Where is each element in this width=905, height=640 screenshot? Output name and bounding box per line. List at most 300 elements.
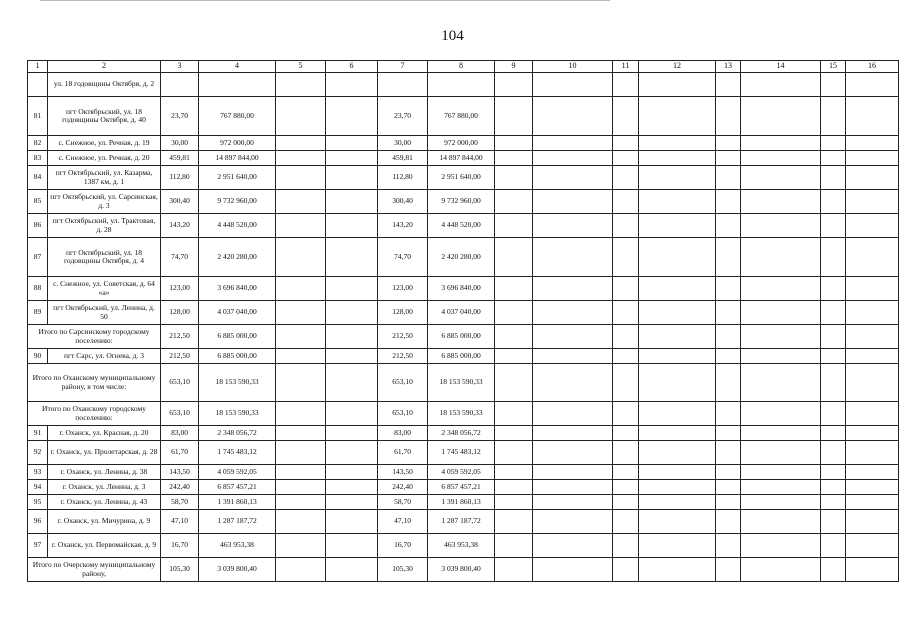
empty-cell [821,325,846,349]
empty-cell [846,364,899,402]
empty-cell [533,277,613,301]
empty-cell [613,364,639,402]
cost-cell: 463 953,38 [428,534,495,558]
address-cell: г. Оханск, ул. Ленина, д. 3 [48,480,161,495]
empty-cell [495,136,533,151]
empty-cell [613,426,639,441]
cost-cell: 6 857 457,21 [199,480,276,495]
empty-cell [326,97,378,136]
empty-cell [821,166,846,190]
empty-cell [821,441,846,465]
empty-cell [613,495,639,510]
empty-cell [846,495,899,510]
empty-cell [276,402,326,426]
table-row [28,238,899,277]
empty-cell [639,238,716,277]
empty-cell [846,301,899,325]
empty-cell [846,166,899,190]
empty-cell [276,349,326,364]
empty-cell [821,97,846,136]
cost-cell: 1 287 187,72 [199,510,276,534]
cost-cell: 18 153 590,33 [199,364,276,402]
empty-cell [846,136,899,151]
column-header-6: 6 [326,61,378,73]
column-header-16: 16 [846,61,899,73]
address-cell: пгт Октябрьский, ул. Ленина, д. 50 [48,301,161,325]
empty-cell [639,534,716,558]
cost-cell: 1 391 860,13 [199,495,276,510]
area-cell: 143,20 [378,214,428,238]
area-cell: 58,70 [161,495,199,510]
row-number: 85 [28,190,48,214]
area-cell: 212,50 [161,349,199,364]
empty-cell [276,325,326,349]
empty-cell [495,166,533,190]
empty-cell [495,534,533,558]
table-row [28,480,899,495]
column-header-9: 9 [495,61,533,73]
row-number: 95 [28,495,48,510]
area-cell: 459,81 [378,151,428,166]
empty-cell [716,151,741,166]
empty-cell [495,495,533,510]
empty-cell [276,558,326,582]
empty-cell [846,558,899,582]
empty-cell [821,73,846,97]
cost-cell: 18 153 590,33 [428,364,495,402]
empty-cell [639,558,716,582]
empty-cell [716,441,741,465]
empty-cell [741,238,821,277]
total-label: Итого по Очерскому муниципальному району, [28,558,161,582]
empty-cell [276,441,326,465]
cost-cell: 3 696 840,00 [428,277,495,301]
cost-cell: 4 059 592,05 [428,465,495,480]
empty-cell [613,97,639,136]
cost-cell: 14 897 844,00 [428,151,495,166]
address-cell: с. Снежное, ул. Речная, д. 20 [48,151,161,166]
empty-cell [495,558,533,582]
area-cell: 128,00 [161,301,199,325]
empty-cell [495,325,533,349]
empty-cell [326,364,378,402]
empty-cell [326,426,378,441]
total-label: Итого по Сарсинскому городскому поселению: [28,325,161,349]
empty-cell [613,214,639,238]
row-number: 83 [28,151,48,166]
cost-cell: 6 885 000,00 [428,349,495,364]
empty-cell [326,151,378,166]
empty-cell [495,277,533,301]
cost-cell: 2 348 056,72 [199,426,276,441]
empty-cell [276,364,326,402]
empty-cell [326,349,378,364]
row-number: 97 [28,534,48,558]
empty-cell [741,73,821,97]
cost-cell: 9 732 960,00 [199,190,276,214]
empty-cell [276,238,326,277]
empty-cell [276,465,326,480]
empty-cell [533,534,613,558]
empty-cell [741,214,821,238]
empty-cell [639,301,716,325]
empty-cell [533,426,613,441]
cost-cell: 2 951 640,00 [199,166,276,190]
empty-cell [846,190,899,214]
empty-cell [741,558,821,582]
column-header-3: 3 [161,61,199,73]
row-number: 89 [28,301,48,325]
table-row [28,495,899,510]
area-cell: 112,80 [378,166,428,190]
empty-cell [741,166,821,190]
empty-cell [495,97,533,136]
empty-cell [276,214,326,238]
empty-cell [613,238,639,277]
area-cell: 212,50 [161,325,199,349]
empty-cell [716,73,741,97]
cost-cell: 18 153 590,33 [428,402,495,426]
empty-cell [326,136,378,151]
address-cell: пгт Октябрьский, ул. 18 годовщины Октября, д. 4 [48,238,161,277]
empty-cell [741,301,821,325]
address-cell: г. Оханск, ул. Ленина, д. 38 [48,465,161,480]
empty-cell [639,73,716,97]
empty-cell [533,465,613,480]
empty-cell [716,558,741,582]
empty-cell [821,136,846,151]
table-row [28,349,899,364]
area-cell [161,73,199,97]
empty-cell [846,465,899,480]
cost-cell [428,73,495,97]
empty-cell [716,214,741,238]
empty-cell [639,166,716,190]
row-number: 86 [28,214,48,238]
cost-cell: 14 897 844,00 [199,151,276,166]
empty-cell [613,190,639,214]
cost-cell: 972 000,00 [428,136,495,151]
empty-cell [613,349,639,364]
empty-cell [276,151,326,166]
column-header-5: 5 [276,61,326,73]
empty-cell [613,73,639,97]
empty-cell [639,136,716,151]
empty-cell [613,465,639,480]
empty-cell [276,534,326,558]
area-cell: 61,70 [378,441,428,465]
empty-cell [741,402,821,426]
empty-cell [846,349,899,364]
area-cell: 300,40 [161,190,199,214]
empty-cell [639,364,716,402]
empty-cell [821,558,846,582]
address-cell: г. Оханск, ул. Мичурина, д. 9 [48,510,161,534]
empty-cell [741,480,821,495]
empty-cell [716,190,741,214]
area-cell: 105,30 [161,558,199,582]
empty-cell [846,277,899,301]
empty-cell [846,73,899,97]
empty-cell [326,214,378,238]
cost-cell: 6 885 000,00 [199,325,276,349]
area-cell: 242,40 [378,480,428,495]
empty-cell [821,465,846,480]
cost-cell: 4 059 592,05 [199,465,276,480]
area-cell: 74,70 [161,238,199,277]
empty-cell [716,136,741,151]
empty-cell [276,495,326,510]
empty-cell [276,426,326,441]
empty-cell [326,495,378,510]
cost-cell: 4 448 520,00 [199,214,276,238]
empty-cell [741,441,821,465]
table-row [28,441,899,465]
area-cell: 23,70 [161,97,199,136]
data-table [27,60,899,582]
column-header-7: 7 [378,61,428,73]
row-number: 90 [28,349,48,364]
empty-cell [533,73,613,97]
empty-cell [613,402,639,426]
empty-cell [639,349,716,364]
cost-cell: 767 880,00 [428,97,495,136]
cost-cell: 2 951 640,00 [428,166,495,190]
empty-cell [495,441,533,465]
empty-cell [533,349,613,364]
empty-cell [613,136,639,151]
area-cell: 300,40 [378,190,428,214]
empty-cell [821,301,846,325]
address-cell: г. Оханск, ул. Ленина, д. 43 [48,495,161,510]
empty-cell [533,301,613,325]
empty-cell [639,426,716,441]
empty-cell [639,214,716,238]
empty-cell [495,480,533,495]
empty-cell [533,190,613,214]
empty-cell [533,510,613,534]
empty-cell [741,349,821,364]
empty-cell [326,238,378,277]
empty-cell [326,402,378,426]
row-number: 93 [28,465,48,480]
area-cell: 128,00 [378,301,428,325]
table-row [28,277,899,301]
empty-cell [613,441,639,465]
table-row [28,510,899,534]
row-number: 84 [28,166,48,190]
area-cell: 112,80 [161,166,199,190]
empty-cell [495,349,533,364]
total-row [28,402,899,426]
column-header-1: 1 [28,61,48,73]
empty-cell [326,301,378,325]
empty-cell [846,510,899,534]
table-row [28,136,899,151]
row-number: 94 [28,480,48,495]
address-cell: с. Снежное, ул. Советская, д. 64 «а» [48,277,161,301]
empty-cell [613,510,639,534]
empty-cell [326,325,378,349]
empty-cell [716,97,741,136]
empty-cell [821,364,846,402]
cost-cell: 6 885 000,00 [199,349,276,364]
empty-cell [821,277,846,301]
address-cell: с. Снежное, ул. Речная, д. 19 [48,136,161,151]
empty-cell [741,97,821,136]
table-row [28,214,899,238]
empty-cell [276,166,326,190]
column-header-11: 11 [613,61,639,73]
cost-cell: 3 039 800,40 [428,558,495,582]
area-cell: 143,50 [161,465,199,480]
empty-cell [533,325,613,349]
empty-cell [533,97,613,136]
empty-cell [326,277,378,301]
empty-cell [716,349,741,364]
empty-cell [639,325,716,349]
area-cell: 83,00 [161,426,199,441]
table-row [28,151,899,166]
empty-cell [276,277,326,301]
empty-cell [716,325,741,349]
empty-cell [533,136,613,151]
area-cell: 212,50 [378,325,428,349]
empty-cell [716,402,741,426]
empty-cell [741,277,821,301]
empty-cell [495,364,533,402]
empty-cell [716,277,741,301]
column-header-12: 12 [639,61,716,73]
empty-cell [639,277,716,301]
empty-cell [821,510,846,534]
empty-cell [741,495,821,510]
empty-cell [821,349,846,364]
cost-cell: 767 880,00 [199,97,276,136]
empty-cell [276,510,326,534]
empty-cell [716,495,741,510]
empty-cell [533,480,613,495]
empty-cell [639,190,716,214]
empty-cell [495,214,533,238]
empty-cell [639,441,716,465]
cost-cell: 2 420 280,00 [199,238,276,277]
empty-cell [741,534,821,558]
empty-cell [533,214,613,238]
empty-cell [821,534,846,558]
table-row [28,426,899,441]
address-cell: пгт Октябрьский, ул. Трактовая, д. 28 [48,214,161,238]
cost-cell: 2 420 280,00 [428,238,495,277]
row-number: 91 [28,426,48,441]
empty-cell [741,426,821,441]
table-row [28,301,899,325]
row-number: 82 [28,136,48,151]
empty-cell [821,238,846,277]
address-cell: пгт Октябрьский, ул. 18 годовщины Октября, д. 40 [48,97,161,136]
empty-cell [716,364,741,402]
empty-cell [821,402,846,426]
cost-cell: 2 348 056,72 [428,426,495,441]
empty-cell [846,238,899,277]
empty-cell [846,97,899,136]
cost-cell: 4 448 520,00 [428,214,495,238]
area-cell: 653,10 [378,364,428,402]
row-number: 88 [28,277,48,301]
empty-cell [276,301,326,325]
empty-cell [276,136,326,151]
area-cell [378,73,428,97]
empty-cell [716,166,741,190]
area-cell: 653,10 [161,364,199,402]
empty-cell [495,238,533,277]
empty-cell [613,558,639,582]
empty-cell [716,510,741,534]
cost-cell: 4 037 040,00 [199,301,276,325]
cost-cell: 3 039 800,40 [199,558,276,582]
total-row [28,558,899,582]
column-header-8: 8 [428,61,495,73]
area-cell: 143,20 [161,214,199,238]
empty-cell [716,426,741,441]
empty-cell [639,495,716,510]
area-cell: 459,81 [161,151,199,166]
column-header-10: 10 [533,61,613,73]
area-cell: 58,70 [378,495,428,510]
empty-cell [846,402,899,426]
column-header-4: 4 [199,61,276,73]
area-cell: 123,00 [161,277,199,301]
empty-cell [533,558,613,582]
empty-cell [716,480,741,495]
empty-cell [276,73,326,97]
area-cell: 47,10 [378,510,428,534]
empty-cell [613,301,639,325]
empty-cell [495,151,533,166]
address-cell: пгт Сарс, ул. Огнева, д. 3 [48,349,161,364]
empty-cell [821,480,846,495]
empty-cell [613,325,639,349]
empty-cell [716,465,741,480]
area-cell: 143,50 [378,465,428,480]
empty-cell [495,465,533,480]
cost-cell: 18 153 590,33 [199,402,276,426]
empty-cell [613,151,639,166]
empty-cell [613,534,639,558]
table-row [28,166,899,190]
row-number: 96 [28,510,48,534]
empty-cell [716,238,741,277]
empty-cell [846,441,899,465]
empty-cell [741,364,821,402]
empty-cell [741,510,821,534]
total-label: Итого по Оханскому городскому поселению: [28,402,161,426]
address-cell: г. Оханск, ул. Пролетарская, д. 28 [48,441,161,465]
empty-cell [533,441,613,465]
empty-cell [326,510,378,534]
table-row [28,534,899,558]
area-cell: 47,10 [161,510,199,534]
area-cell: 105,30 [378,558,428,582]
area-cell: 653,10 [378,402,428,426]
empty-cell [495,510,533,534]
empty-cell [716,534,741,558]
total-row [28,325,899,349]
address-cell: г. Оханск, ул. Красная, д. 20 [48,426,161,441]
empty-cell [533,402,613,426]
cost-cell [199,73,276,97]
empty-cell [846,534,899,558]
